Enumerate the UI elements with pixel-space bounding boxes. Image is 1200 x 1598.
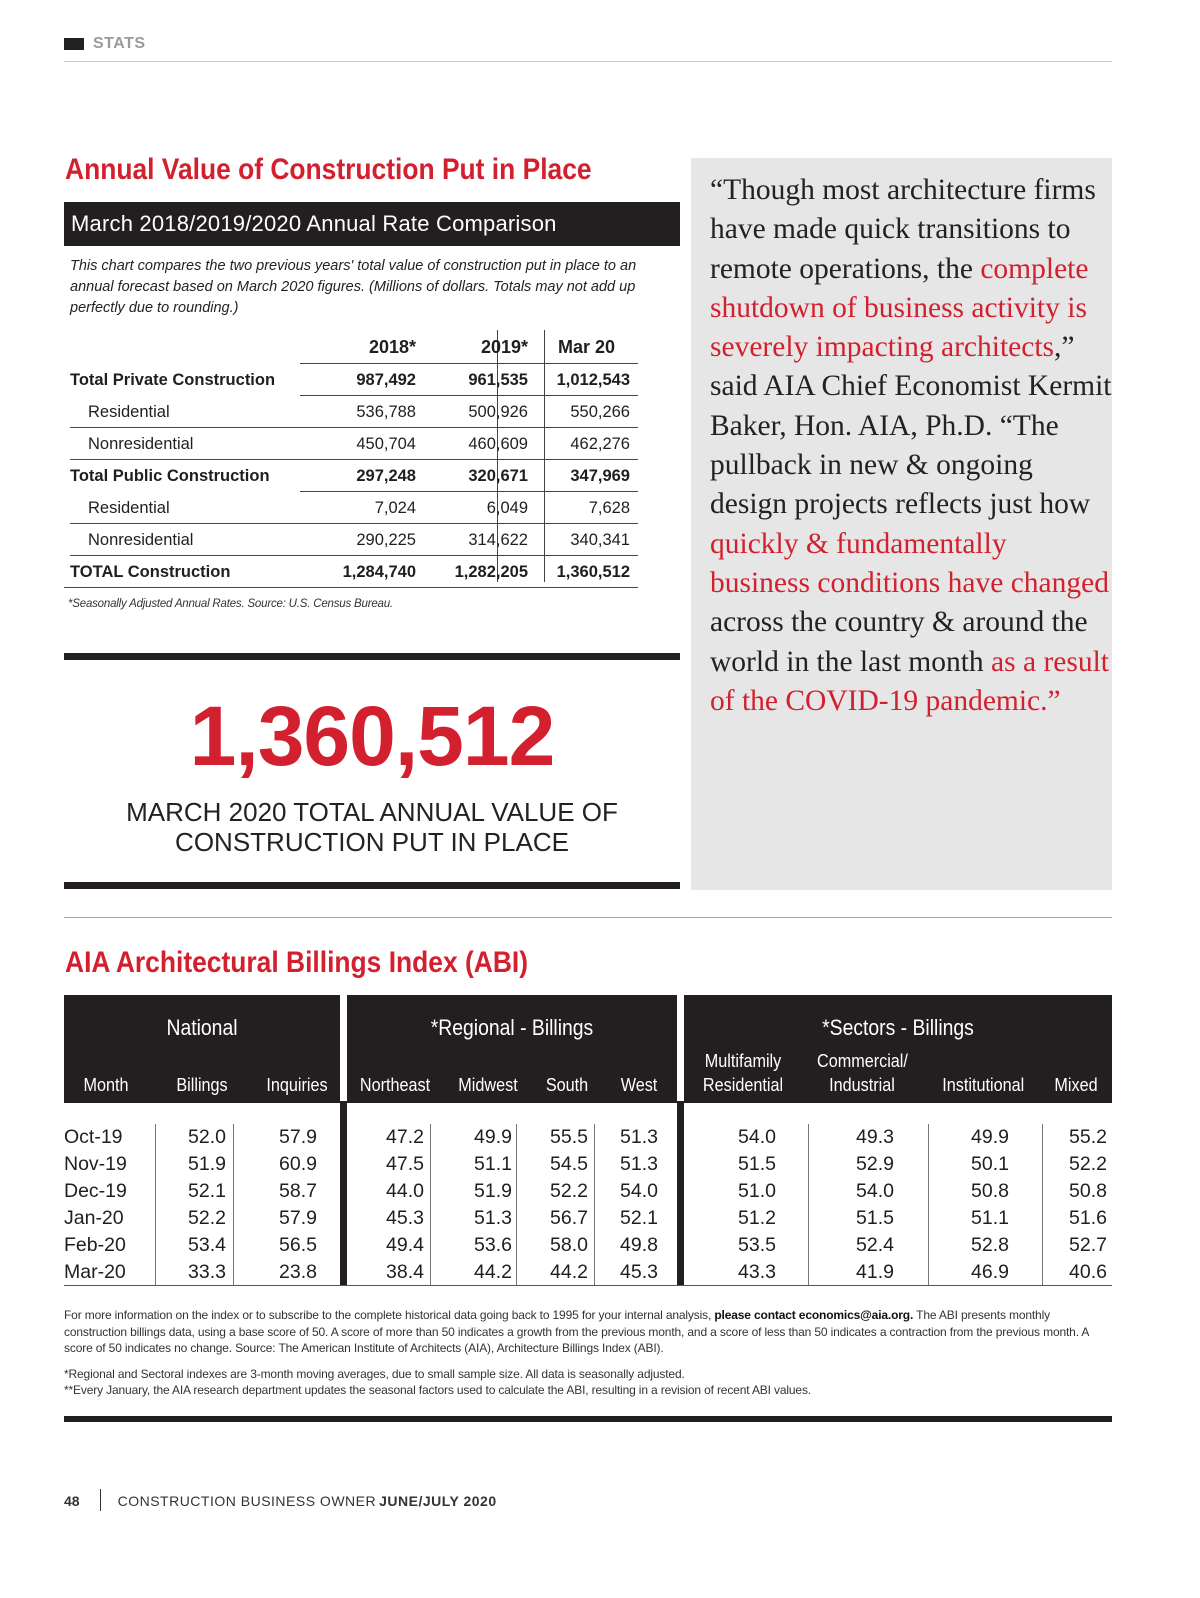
abi-month: Mar-20 bbox=[64, 1261, 126, 1283]
page-footer bbox=[64, 1489, 497, 1511]
abi-value: 44.2 bbox=[550, 1261, 588, 1283]
col-inquiries: Inquiries bbox=[266, 1075, 328, 1095]
abi-value: 49.8 bbox=[620, 1234, 658, 1256]
abi-value: 49.4 bbox=[386, 1234, 424, 1256]
abi-value: 57.9 bbox=[279, 1126, 317, 1148]
abi-value: 54.5 bbox=[550, 1153, 588, 1175]
abi-month: Nov-19 bbox=[64, 1153, 127, 1175]
abi-value: 51.1 bbox=[474, 1153, 512, 1175]
abi-value: 51.3 bbox=[620, 1126, 658, 1148]
col-multifamily: Multifamily Residential bbox=[702, 1051, 784, 1095]
col-billings: Billings bbox=[176, 1075, 228, 1095]
abi-value: 60.9 bbox=[279, 1153, 317, 1175]
abi-value: 57.9 bbox=[279, 1207, 317, 1229]
abi-value: 50.8 bbox=[1069, 1180, 1107, 1202]
abi-value: 49.9 bbox=[971, 1126, 1009, 1148]
abi-value: 45.3 bbox=[620, 1261, 658, 1283]
abi-group-sectors: *Sectors - Billings Multifamily Residential Commercial/ Industrial Institutional Mixed bbox=[684, 995, 1112, 1101]
abi-value: 51.2 bbox=[738, 1207, 776, 1229]
col-mixed: Mixed bbox=[1054, 1075, 1098, 1095]
table-row: Total Public Construction 297,248 320,671 347,969 bbox=[64, 460, 640, 492]
abi-row bbox=[64, 1260, 1112, 1287]
abi-value: 58.7 bbox=[279, 1180, 317, 1202]
table-row: Total Private Construction 987,492 961,535 1,012,543 bbox=[64, 364, 640, 396]
col-2019: 2019* bbox=[480, 337, 528, 357]
issue-date: JUNE/JULY 2020 bbox=[379, 1493, 497, 1509]
abi-value: 52.2 bbox=[550, 1180, 588, 1202]
col-month: Month bbox=[83, 1075, 129, 1095]
table-row: TOTAL Construction 1,284,740 1,282,205 1,360,512 bbox=[64, 556, 640, 588]
abi-value: 40.6 bbox=[1069, 1261, 1107, 1283]
magazine-name: CONSTRUCTION BUSINESS OWNER bbox=[117, 1493, 377, 1509]
pull-quote: “Though most architecture firms have made quick transitions to remote operations, the complete shutdown of business activity is severely impacting architects,” said AIA Chief Economist Kermit Baker, Hon. AIA, Ph.D. “The pullback in new & ongoing design projects reflects just how quickly & fundamentally business conditions have changed across the country & around the world in the last month as a result of the COVID-19 pandemic.” bbox=[691, 158, 1112, 890]
table-row: Nonresidential 450,704 460,609 462,276 bbox=[64, 428, 640, 460]
stat-rule-bottom bbox=[64, 882, 680, 889]
abi-value: 52.2 bbox=[1069, 1153, 1107, 1175]
col-commercial: Commercial/ Industrial bbox=[817, 1051, 908, 1095]
abi-value: 55.5 bbox=[550, 1126, 588, 1148]
table-row: Residential 536,788 500,926 550,266 bbox=[64, 396, 640, 428]
abi-value: 53.4 bbox=[188, 1234, 226, 1256]
abi-value: 53.6 bbox=[474, 1234, 512, 1256]
abi-value: 51.6 bbox=[1069, 1207, 1107, 1229]
abi-value: 52.9 bbox=[856, 1153, 894, 1175]
big-stat-value: 1,360,512 bbox=[189, 689, 555, 783]
abi-month: Dec-19 bbox=[64, 1180, 127, 1202]
abi-value: 33.3 bbox=[188, 1261, 226, 1283]
abi-value: 50.1 bbox=[971, 1153, 1009, 1175]
abi-value: 47.5 bbox=[386, 1153, 424, 1175]
abi-value: 41.9 bbox=[856, 1261, 894, 1283]
abi-value: 52.8 bbox=[971, 1234, 1009, 1256]
abi-row bbox=[64, 1206, 1112, 1233]
abi-value: 50.8 bbox=[971, 1180, 1009, 1202]
abi-month: Feb-20 bbox=[64, 1234, 126, 1256]
abi-group-national: National Month Billings Inquiries bbox=[64, 995, 340, 1101]
table-row: Nonresidential 290,225 314,622 340,341 bbox=[64, 524, 640, 556]
abi-value: 55.2 bbox=[1069, 1126, 1107, 1148]
abi-value: 54.0 bbox=[738, 1126, 776, 1148]
col-mar20: Mar 20 bbox=[558, 337, 616, 357]
construction-footnote: *Seasonally Adjusted Annual Rates. Source: U.S. Census Bureau. bbox=[68, 598, 393, 610]
big-stat-caption: MARCH 2020 TOTAL ANNUAL VALUE OF CONSTRUCTION PUT IN PLACE bbox=[126, 797, 618, 857]
abi-value: 44.0 bbox=[386, 1180, 424, 1202]
abi-value: 52.4 bbox=[856, 1234, 894, 1256]
abi-value: 46.9 bbox=[971, 1261, 1009, 1283]
abi-value: 23.8 bbox=[279, 1261, 317, 1283]
abi-value: 52.1 bbox=[188, 1180, 226, 1202]
page-number: 48 bbox=[64, 1493, 80, 1509]
table-header-row bbox=[64, 330, 640, 364]
stat-rule-top bbox=[64, 653, 680, 660]
section-marker bbox=[64, 38, 84, 50]
abi-value: 44.2 bbox=[474, 1261, 512, 1283]
abi-value: 51.9 bbox=[188, 1153, 226, 1175]
abi-group-regional: *Regional - Billings Northeast Midwest South West bbox=[347, 995, 677, 1101]
abi-month: Jan-20 bbox=[64, 1207, 124, 1229]
abi-notes: For more information on the index or to subscribe to the complete historical data going back to 1995 for your internal analysis, please contact economics@aia.org. The ABI presents monthly construction billings data, using a base score of 50. A score of more than 50 indicates a growth from the previous month, and a score of less than 50 indicates a contraction from the previous month. A score of 50 indicates no change. Source: The American Institute of Architects (AIA), Architecture Billings Index (ABI). *Regional and Sectoral indexes are 3-month moving averages, due to small sample size. All data is seasonally adjusted. **Every January, the AIA research department updates the seasonal factors used to calculate the ABI, resulting in a revision of recent ABI values. bbox=[64, 1308, 1089, 1397]
abi-value: 43.3 bbox=[738, 1261, 776, 1283]
col-west: West bbox=[620, 1075, 658, 1095]
abi-month: Oct-19 bbox=[64, 1126, 123, 1148]
construction-subtitle: March 2018/2019/2020 Annual Rate Comparison bbox=[64, 202, 680, 246]
table-row: Residential 7,024 6,049 7,628 bbox=[64, 492, 640, 524]
col-institutional: Institutional bbox=[942, 1075, 1025, 1095]
section-divider bbox=[64, 917, 1112, 918]
col-2018: 2018* bbox=[368, 337, 416, 357]
abi-value: 56.7 bbox=[550, 1207, 588, 1229]
construction-intro: This chart compares the two previous years' total value of construction put in place to an annual forecast based on March 2020 figures. (Millions of dollars. Totals may not add up perfectly due to rounding.) bbox=[70, 258, 637, 316]
section-label: STATS bbox=[93, 35, 146, 52]
abi-row bbox=[64, 1233, 1112, 1260]
abi-value: 38.4 bbox=[386, 1261, 424, 1283]
col-midwest: Midwest bbox=[458, 1075, 518, 1095]
abi-row bbox=[64, 1152, 1112, 1179]
abi-row bbox=[64, 1125, 1112, 1152]
abi-value: 51.3 bbox=[620, 1153, 658, 1175]
abi-value: 47.2 bbox=[386, 1126, 424, 1148]
abi-value: 52.7 bbox=[1069, 1234, 1107, 1256]
abi-value: 52.2 bbox=[188, 1207, 226, 1229]
abi-value: 56.5 bbox=[279, 1234, 317, 1256]
contact-link[interactable]: please contact economics@aia.org. bbox=[714, 1308, 914, 1322]
abi-value: 51.5 bbox=[856, 1207, 894, 1229]
abi-value: 52.0 bbox=[188, 1126, 226, 1148]
abi-value: 49.3 bbox=[856, 1126, 894, 1148]
abi-value: 51.5 bbox=[738, 1153, 776, 1175]
abi-value: 53.5 bbox=[738, 1234, 776, 1256]
construction-table bbox=[64, 330, 640, 588]
abi-value: 45.3 bbox=[386, 1207, 424, 1229]
abi-value: 52.1 bbox=[620, 1207, 658, 1229]
abi-row bbox=[64, 1179, 1112, 1206]
abi-value: 54.0 bbox=[856, 1180, 894, 1202]
col-northeast: Northeast bbox=[359, 1075, 431, 1095]
abi-value: 54.0 bbox=[620, 1180, 658, 1202]
abi-value: 51.3 bbox=[474, 1207, 512, 1229]
abi-title: AIA Architectural Billings Index (ABI) bbox=[65, 946, 529, 979]
abi-value: 58.0 bbox=[550, 1234, 588, 1256]
section-header bbox=[64, 36, 1112, 62]
abi-value: 51.1 bbox=[971, 1207, 1009, 1229]
abi-value: 51.9 bbox=[474, 1180, 512, 1202]
construction-title: Annual Value of Construction Put in Place bbox=[65, 153, 592, 186]
abi-value: 49.9 bbox=[474, 1126, 512, 1148]
bottom-rule bbox=[64, 1416, 1112, 1422]
abi-value: 51.0 bbox=[738, 1180, 776, 1202]
col-south: South bbox=[545, 1075, 589, 1095]
